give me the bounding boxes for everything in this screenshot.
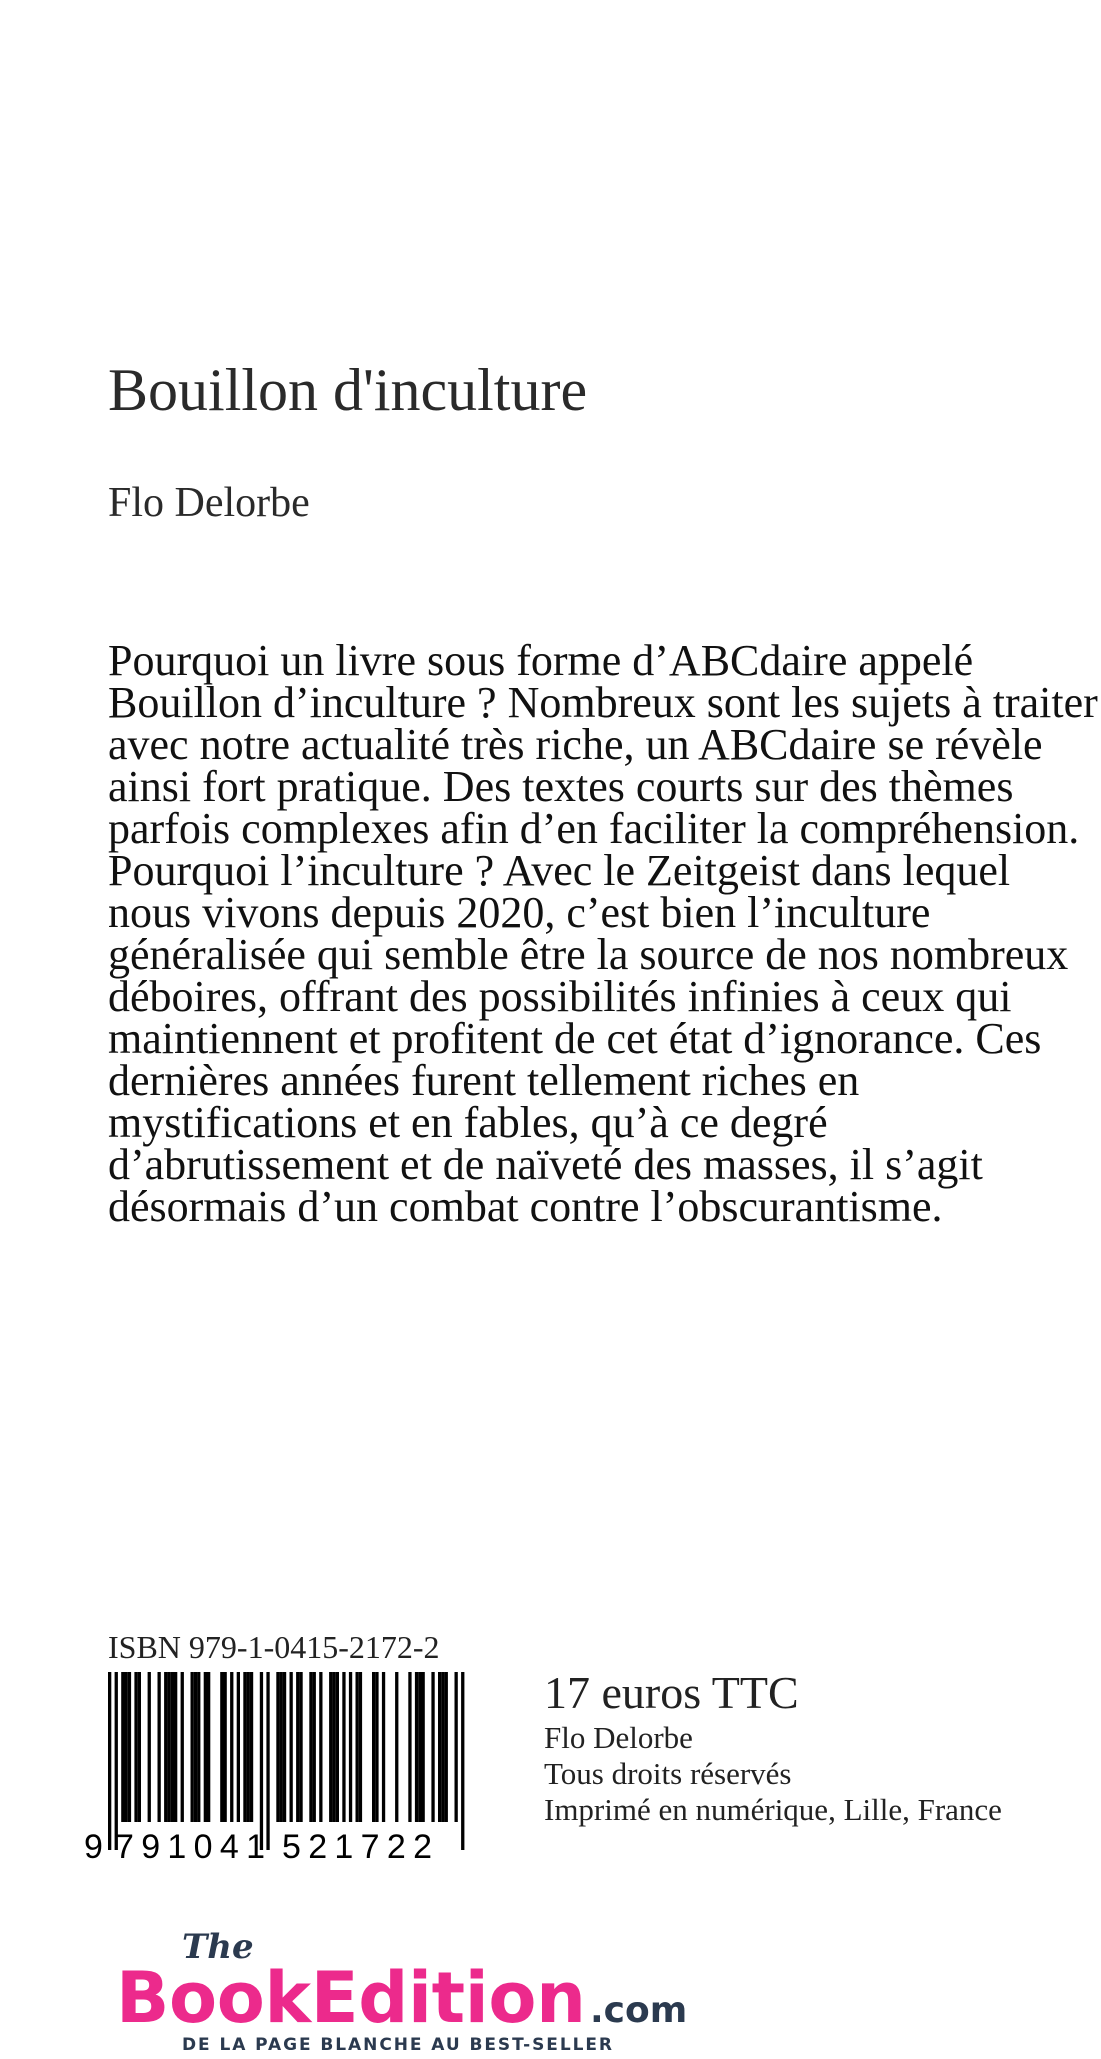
bookedition-logo-icon [112,1920,712,2054]
barcode-bar [230,1672,233,1822]
barcode-bar [438,1672,441,1822]
barcode-bar [115,1672,118,1850]
barcode-bar [319,1672,322,1822]
barcode-bar [372,1672,375,1822]
isbn-label: ISBN 979-1-0415-2172-2 [108,1629,440,1665]
barcode-bar [280,1672,283,1822]
barcode-bar [332,1672,335,1822]
barcode-bar [128,1672,131,1822]
publisher-logo [112,1920,712,2054]
barcode-digits-right: 521722 [282,1828,432,1862]
barcode-bar [395,1672,398,1822]
barcode-bar [158,1672,161,1822]
barcode-bars [108,1672,464,1850]
barcode-bar [336,1672,339,1822]
barcode-bar [243,1672,246,1822]
logo-the: The [182,1927,254,1967]
barcode-bar [375,1672,378,1822]
barcode-bar [415,1672,418,1822]
barcode-bar [309,1672,312,1822]
book-author: Flo Delorbe [108,480,310,526]
barcode-bar [207,1672,210,1822]
barcode-digits-left: 791041 [115,1828,265,1862]
barcode-bar [349,1672,352,1822]
barcode-bar [296,1672,299,1822]
barcode-bar [299,1672,302,1822]
barcode-bar [276,1672,279,1822]
barcode-bar [164,1672,167,1822]
imprint-printed: Imprimé en numérique, Lille, France [544,1792,1002,1827]
barcode-bar [174,1672,177,1822]
barcode-bar [342,1672,345,1822]
barcode-bar [181,1672,184,1822]
barcode-bar [359,1672,362,1822]
barcode-bar [283,1672,286,1822]
price: 17 euros TTC [544,1667,799,1718]
barcode-bar [431,1672,434,1822]
barcode-bar [461,1672,464,1850]
barcode-bar [197,1672,200,1822]
barcode-bar [138,1672,141,1822]
barcode-bar [250,1672,253,1822]
back-cover-blurb [108,636,1098,1231]
barcode-bar [422,1672,425,1822]
barcode-bar [121,1672,124,1822]
barcode-bar [204,1672,207,1822]
barcode-bar [445,1672,448,1822]
barcode-bar [418,1672,421,1822]
barcode-bar [171,1672,174,1822]
barcode-bar [194,1672,197,1822]
barcode-bar [408,1672,411,1822]
logo-brand: BookEdition [116,1957,586,2039]
imprint-author: Flo Delorbe [544,1720,693,1755]
barcode-bar [266,1672,269,1850]
barcode-bar [167,1672,170,1822]
barcode [70,1672,480,1862]
barcode-bar [356,1672,359,1822]
barcode-bar [441,1672,444,1822]
barcode-bar [125,1672,128,1822]
barcode-bar [455,1672,458,1822]
book-title: Bouillon d'inculture [108,357,588,423]
barcode-bar [108,1672,111,1850]
barcode-digit-lead: 9 [84,1828,103,1862]
barcode-bar [148,1672,151,1822]
barcode-bar [134,1672,137,1822]
logo-tagline: DE LA PAGE BLANCHE AU BEST-SELLER [182,2035,612,2054]
blurb-paragraph: Pourquoi l’inculture ? Avec le Zeitgeist dans lequel nous vivons depuis 2020, c’est bien l’inculture généralisée qui semble être la source de nos nombreux déboires, offrant des possibilités infinies à ceux qui maintiennent et profitent de cet état d’ignorance. Ces dernières années furent tellement riches en mystifications et en fables, qu’à ce degré d’abrutissement et de naïveté des masses, il s’agit désormais d’un combat contre l’obscurantisme. [108,846,1069,1231]
barcode-bar [290,1672,293,1822]
barcode-bar [224,1672,227,1822]
barcode-bar [247,1672,250,1822]
blurb-paragraph: Pourquoi un livre sous forme d’ABCdaire appelé Bouillon d’inculture ? Nombreux sont les sujets à traiter avec notre actualité très riche, un ABCdaire se révèle ainsi fort pratique. Des textes courts sur des thèmes parfois complexes afin d’en faciliter la compréhension. [108,636,1098,853]
logo-domain: .com [590,1990,688,2031]
barcode-bar [260,1672,263,1850]
imprint-rights: Tous droits réservés [544,1756,792,1791]
barcode-bar [313,1672,316,1822]
barcode-bar [382,1672,385,1822]
imprint-block [544,1666,1002,1828]
barcode-bar [191,1672,194,1822]
barcode-bar [237,1672,240,1822]
barcode-bar [220,1672,223,1822]
barcode-bar [329,1672,332,1822]
barcode-graphic [70,1672,480,1862]
